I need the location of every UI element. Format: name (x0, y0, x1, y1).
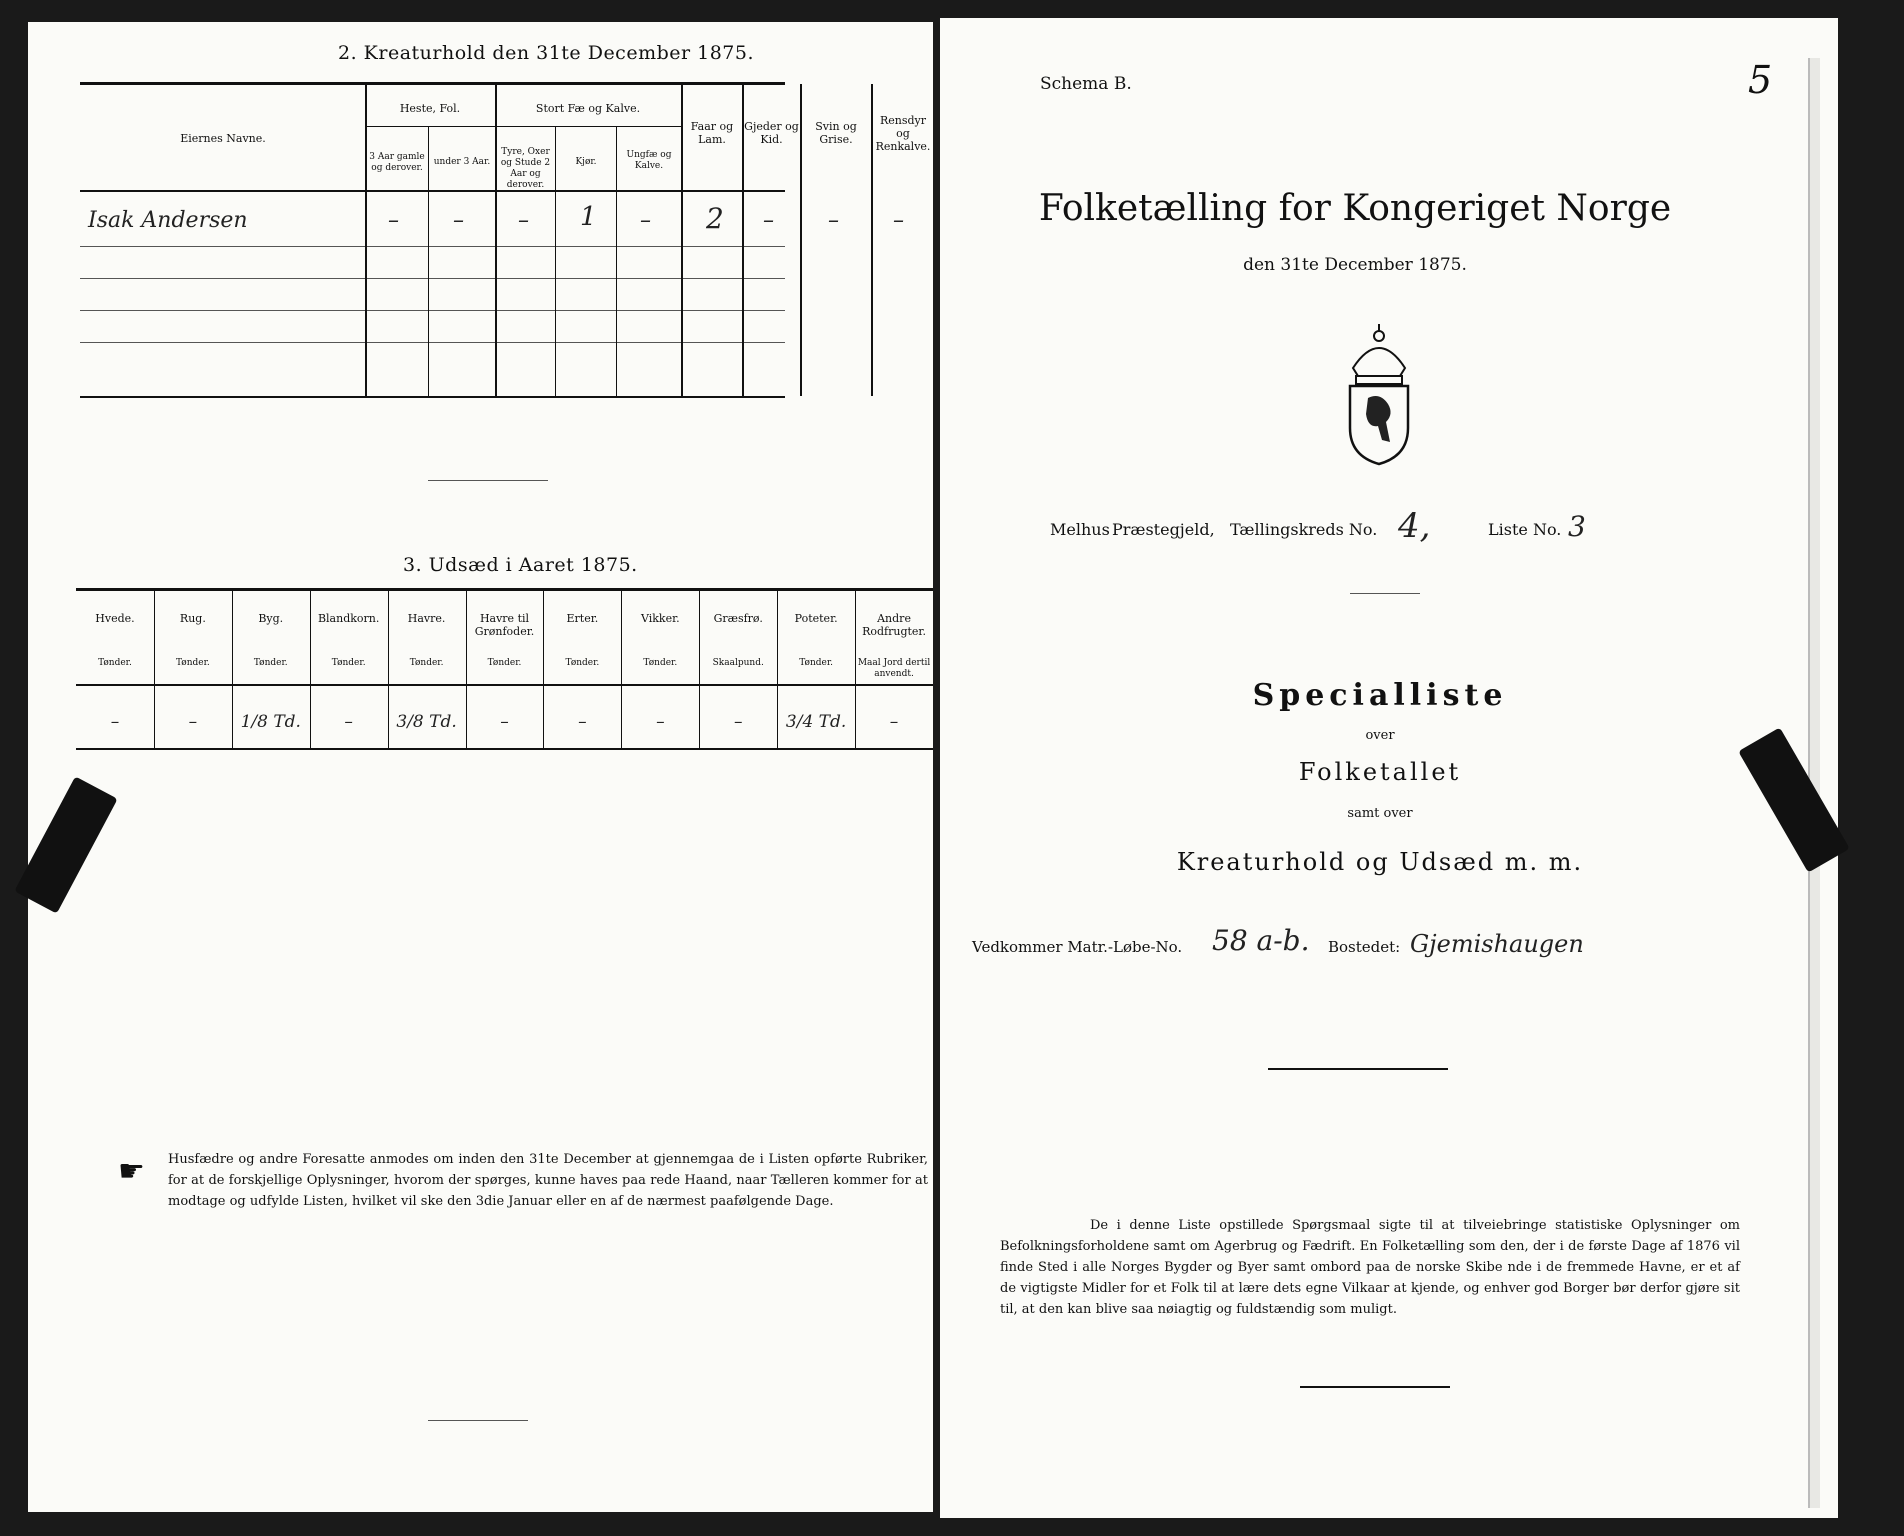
census-date: den 31te December 1875. (1243, 255, 1467, 275)
col-divider (428, 126, 429, 396)
tyre-header: Tyre, Oxer og Stude 2 Aar og derover. (500, 147, 551, 190)
faar-header: Faar og Lam. (690, 120, 734, 146)
kreds-number: 4, (1398, 506, 1431, 546)
udsaed-bottom-rule (76, 748, 933, 750)
cell-svin: – (828, 208, 839, 233)
udsaed-col-header: Havre. (407, 612, 446, 625)
samt-over-text: samt over (1347, 806, 1413, 821)
footer-divider (428, 1420, 528, 1421)
udsaed-col-header: Havre til Grønfoder. (474, 612, 535, 638)
row-rule (80, 278, 785, 279)
divider (428, 480, 548, 481)
col-divider (616, 126, 617, 396)
cell-ungfae: – (640, 208, 651, 233)
prestegjeld-name: Melhus (1050, 520, 1110, 539)
owner-name: Isak Andersen (88, 208, 248, 233)
udsaed-value: – (733, 712, 743, 732)
kreds-label: Tællingskreds No. (1230, 520, 1378, 539)
schema-label: Schema B. (1040, 74, 1132, 94)
left-page (28, 22, 933, 1512)
udsaed-col-unit: Maal Jord dertil anvendt. (857, 658, 931, 679)
coat-of-arms-icon (1338, 318, 1420, 468)
heste-young-header: under 3 Aar. (433, 157, 491, 167)
udsaed-value: 1/8 Td. (240, 712, 301, 732)
udsaed-col-unit: Skaalpund. (712, 658, 764, 668)
matr-number: 58 a-b. (1212, 924, 1310, 957)
cell-gjeder: – (763, 208, 774, 233)
udsaed-col-unit: Tønder. (253, 658, 288, 668)
udsaed-col-unit: Tønder. (565, 658, 600, 668)
udsaed-col-header: Byg. (258, 612, 284, 625)
cell-heste-young: – (453, 208, 464, 233)
udsaed-value: – (344, 712, 353, 732)
stort-group-header: Stort Fæ og Kalve. (535, 102, 641, 115)
table-bottom-rule (80, 396, 785, 398)
udsaed-value: – (656, 712, 665, 732)
udsaed-col-header: Blandkorn. (317, 612, 380, 625)
udsaed-col-unit: Tønder. (175, 658, 210, 668)
cell-kjor: 1 (580, 202, 597, 232)
matr-label: Vedkommer Matr.-Løbe-No. (972, 938, 1183, 956)
udsaed-value: – (500, 712, 509, 732)
liste-label: Liste No. (1488, 520, 1562, 539)
page-number: 5 (1748, 58, 1773, 102)
udsaed-value: – (188, 712, 198, 732)
col-divider (555, 126, 556, 396)
owner-header: Eiernes Navne. (180, 132, 266, 145)
kjor-header: Kjør. (575, 157, 597, 167)
bosted-name: Gjemishaugen (1410, 930, 1584, 958)
udsaed-col-header: Rug. (179, 612, 206, 625)
bosted-label: Bostedet: (1328, 938, 1401, 956)
row-rule (80, 246, 785, 247)
udsaed-col-unit: Tønder. (331, 658, 366, 668)
udsaed-header-rule (76, 684, 933, 686)
udsaed-col-unit: Tønder. (98, 658, 132, 668)
col-divider (365, 84, 367, 396)
pointing-hand-icon: ☛ (118, 1154, 145, 1189)
udsaed-value: – (110, 712, 120, 732)
cell-rensdyr: – (893, 208, 904, 233)
udsaed-col-header: Hvede. (95, 612, 135, 625)
divider (1350, 593, 1420, 594)
udsaed-col-header: Græsfrø. (713, 612, 763, 625)
over-text: over (1365, 728, 1395, 743)
ungfae-header: Ungfæ og Kalve. (626, 150, 672, 171)
table-top-rule (80, 82, 785, 85)
row-rule (80, 310, 785, 311)
heste-old-header: 3 Aar gamle og derover. (369, 152, 425, 173)
udsaed-col-unit: Tønder. (487, 658, 522, 668)
kreaturhold-title: Kreaturhold og Udsæd m. m. (1176, 848, 1584, 876)
udsaed-col-header: Andre Rodfrugter. (862, 612, 926, 638)
udsaed-col-unit: Tønder. (799, 658, 834, 668)
right-page (940, 18, 1838, 1518)
liste-number: 3 (1568, 510, 1586, 543)
explanatory-paragraph: De i denne Liste opstillede Spørgsmaal sigte til at tilveiebringe statistiske Oplysninger om Befolkningsforholdene samt om Agerbrug og Fædrift. En Folketælling som den, der i de første Dage af 1876 vil finde Sted i alle Norges Bygder og Byer samt ombord paa de norske Skibe nde i de fremmede Havne, er et af de vigtigste Midler for et Folk til at lære dets egne Vilkaar at kjende, og enhver god Borger bør derfor gjøre sit til, at den kan blive saa nøiagtig og fuldstændig som muligt. (1000, 1218, 1740, 1317)
udsaed-value: – (889, 712, 899, 732)
udsaed-col-unit: Tønder. (409, 658, 444, 668)
udsaed-col-header: Vikker. (640, 612, 680, 625)
footer-divider (1300, 1386, 1450, 1388)
cell-tyre: – (518, 208, 529, 233)
section3-title: 3. Udsæd i Aaret 1875. (403, 554, 638, 576)
folketallet-title: Folketallet (1298, 758, 1462, 786)
subgroup-rule (365, 126, 495, 127)
instruction-notice: Husfædre og andre Foresatte anmodes om inden den 31te December at gjennemgaa de i Listen opførte Rubriker, for at de forskjellige Oplysninger, hvorom der spørges, kunne haves paa rede Haand, naar Tælleren kommer for at modtage og udfylde Listen, hvilket vil ske den 3die Januar eller en af de nærmest paafølgende Dage. (168, 1152, 928, 1209)
udsaed-col-unit: Tønder. (643, 658, 678, 668)
udsaed-value: – (578, 712, 587, 732)
udsaed-col-header: Poteter. (794, 612, 838, 625)
udsaed-value: 3/4 Td. (785, 712, 847, 732)
heste-group-header: Heste, Fol. (399, 102, 461, 115)
rensdyr-header: Rensdyr og Renkalve. (875, 114, 931, 153)
gjeder-header: Gjeder og Kid. (744, 120, 799, 146)
subgroup-rule (495, 126, 681, 127)
section2-title: 2. Kreaturhold den 31te December 1875. (338, 42, 755, 64)
svin-header: Svin og Grise. (815, 120, 857, 146)
udsaed-value: 3/8 Td. (396, 712, 457, 732)
census-title: Folketælling for Kongeriget Norge (1038, 188, 1672, 229)
table-header-rule (80, 190, 785, 192)
row-rule (80, 342, 785, 343)
udsaed-top-rule (76, 588, 933, 591)
udsaed-col-header: Erter. (566, 612, 599, 625)
prestegjeld-label: Præstegjeld, (1112, 520, 1215, 539)
divider (1268, 1068, 1448, 1070)
cell-heste-old: – (388, 208, 399, 233)
cell-faar: 2 (706, 202, 724, 235)
specialliste-title: Specialliste (1252, 678, 1508, 713)
col-divider (495, 84, 497, 396)
